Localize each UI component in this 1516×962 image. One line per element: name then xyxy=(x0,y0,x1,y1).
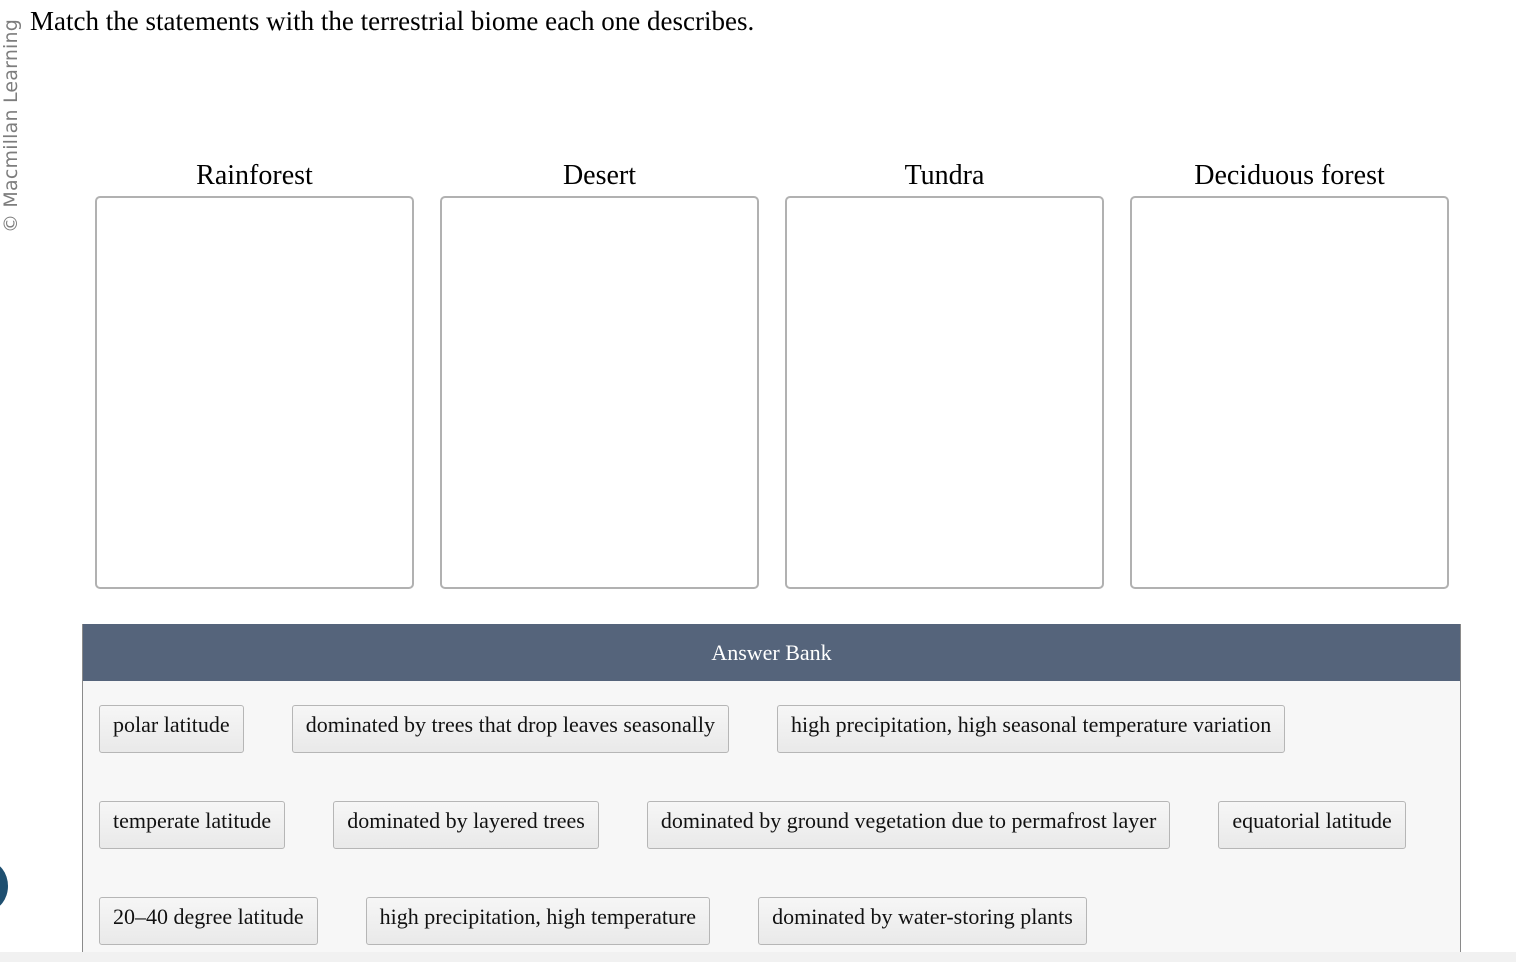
answer-chip[interactable]: high precipitation, high temperature xyxy=(366,897,710,945)
answer-chip[interactable]: dominated by trees that drop leaves seasonally xyxy=(292,705,729,753)
drop-zone-deciduous-forest[interactable] xyxy=(1130,196,1449,589)
answer-bank-header: Answer Bank xyxy=(83,624,1460,681)
copyright-notice xyxy=(0,0,22,252)
answer-bank xyxy=(82,624,1461,962)
biome-column-tundra xyxy=(785,158,1104,589)
biome-column-rainforest xyxy=(95,158,414,589)
biome-title: Desert xyxy=(562,160,637,191)
biome-title: Rainforest xyxy=(196,160,313,191)
answer-chip[interactable]: temperate latitude xyxy=(99,801,285,849)
drop-zone-rainforest[interactable] xyxy=(95,196,414,589)
answer-chip[interactable]: high precipitation, high seasonal temperature variation xyxy=(777,705,1285,753)
biome-column-deciduous-forest xyxy=(1130,158,1449,589)
footer-bar xyxy=(0,952,1516,962)
help-button-icon[interactable] xyxy=(0,862,8,910)
biome-title: Deciduous forest xyxy=(1194,160,1385,191)
answer-chip[interactable]: dominated by water-storing plants xyxy=(758,897,1087,945)
drop-zone-desert[interactable] xyxy=(440,196,759,589)
instructions: Match the statements with the terrestrial biome each one describes. xyxy=(30,6,755,36)
answer-chip[interactable]: dominated by layered trees xyxy=(333,801,599,849)
answer-bank-row xyxy=(99,801,1406,849)
biome-title: Tundra xyxy=(904,160,985,191)
answer-chip[interactable]: dominated by ground vegetation due to permafrost layer xyxy=(647,801,1170,849)
copyright-text: © Macmillan Learning xyxy=(0,18,23,234)
drop-zone-tundra[interactable] xyxy=(785,196,1104,589)
answer-chip[interactable]: 20–40 degree latitude xyxy=(99,897,318,945)
answer-bank-row xyxy=(99,897,1087,945)
biome-column-desert xyxy=(440,158,759,589)
answer-chip[interactable]: polar latitude xyxy=(99,705,244,753)
answer-chip[interactable]: equatorial latitude xyxy=(1218,801,1405,849)
answer-bank-row xyxy=(99,705,1285,753)
